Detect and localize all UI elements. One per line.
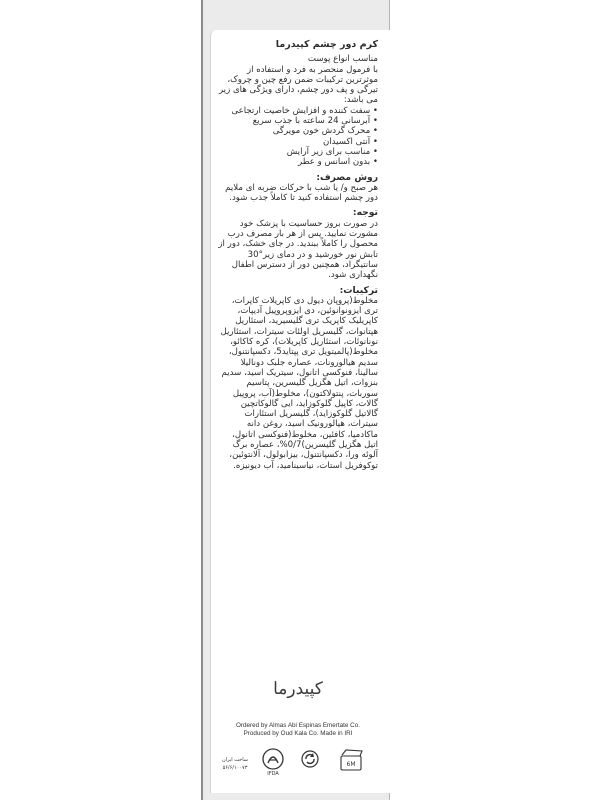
license-code: ۵۶/۶/۱۰۰۷۳ <box>222 765 248 771</box>
ifda-label: IFDA <box>267 771 279 777</box>
produced-by-text: Produced by Oud Kala Co. Made in IRI <box>243 730 353 737</box>
feature-item: • محرک گردش خون مویرگی <box>218 126 378 136</box>
manufacturer-info <box>210 722 386 738</box>
recycle-icon <box>301 750 319 768</box>
brand-logo: کپیدرما <box>273 679 323 699</box>
product-title: کرم دور چشم کپیدرما <box>275 39 378 50</box>
iran-made-label: ساخت ایران <box>222 757 248 763</box>
ifda-logo-icon <box>262 748 284 770</box>
ingredients-heading: ترکیبات: <box>339 284 378 296</box>
product-intro: با فرمول منحصر به فرد و استفاده از موثرترین ترکیبات ضمن رفع چین و چروک، تیرگی و پف دور چشم، دارای ویژگی های زیر می باشد: <box>218 64 378 106</box>
feature-item: • سفت کننده و افزایش خاصیت ارتجاعی <box>218 106 378 116</box>
feature-item: • آبرسانی 24 ساعته با جذب سریع <box>218 116 378 126</box>
caution-heading: توجه: <box>352 207 378 219</box>
caution-text: در صورت بروز حساسیت با پزشک خود مشورت نمایید. پس از هر بار مصرف درب محصول را کاملاً ببندید. در جای خشک، دور از تابش نور خورشید و در دمای زیر°30 سانتیگراد، همچنین دور از دسترس اطفال نگهداری شود. <box>218 218 378 281</box>
period-after-opening-icon <box>338 748 364 772</box>
feature-item: • مناسب برای زیر آرایش <box>218 147 378 157</box>
product-description <box>218 40 378 471</box>
ordered-by-text: Ordered by Almas Abi Espinas Emertate Co. <box>236 722 360 729</box>
pao-label: 6M <box>346 761 356 768</box>
product-subtitle: مناسب انواع پوست <box>307 54 378 65</box>
usage-text: هر صبح و/ یا شب با حرکات ضربه ای ملایم دور چشم استفاده کنید تا کاملاً جذب شود. <box>225 182 378 204</box>
usage-heading: روش مصرف: <box>316 171 378 183</box>
ingredients-text: مخلوط(پروپان دیول دی کاپریلات کاپرات، تری ایزونوانوئین، دی ایزوپروپیل آدیپات، کاپریلیک کاپریک تری گلیسیرید، استئاریل هپتانوات، گلیسریل اولئات سیترات، استئاریل نونانوئات، استئاریل کاپریلات)، کره کاکائو، مخلوط(پالمیتویل تری پپتاید5، دکسپانتنول، سدیم هیالورونات، عصاره جلبک دونالیلا سالینا، فنوکسی اتانول، سیتریک اسید، سدیم بنزوات، اتیل هگزیل گلیسرین، پتاسیم سوربات، پنتولاکتون)، مخلوط(آب، پروپیل گالات، کاپیل گلوکوزاید، ایی گالوکاتچین گالاتیل گلوکوزاید)، گلیسریل استئارات سیترات، هیالورونیک اسید، روغن دانه ماکادمیا، کافئین، مخلوط(فنوکسی اتانول، اتیل هگزیل گلیسرین)0/7%، عصاره برگ آلوئه ورا، دکسپانتنول، بیزابولول، آلانتوئین، توکوفریل استات، نیاسینامید، آب دیونیزه. <box>220 295 378 471</box>
feature-list <box>218 106 378 168</box>
feature-item: • آنتی اکسیدان <box>218 137 378 147</box>
feature-item: • بدون اسانس و عطر <box>218 157 378 167</box>
